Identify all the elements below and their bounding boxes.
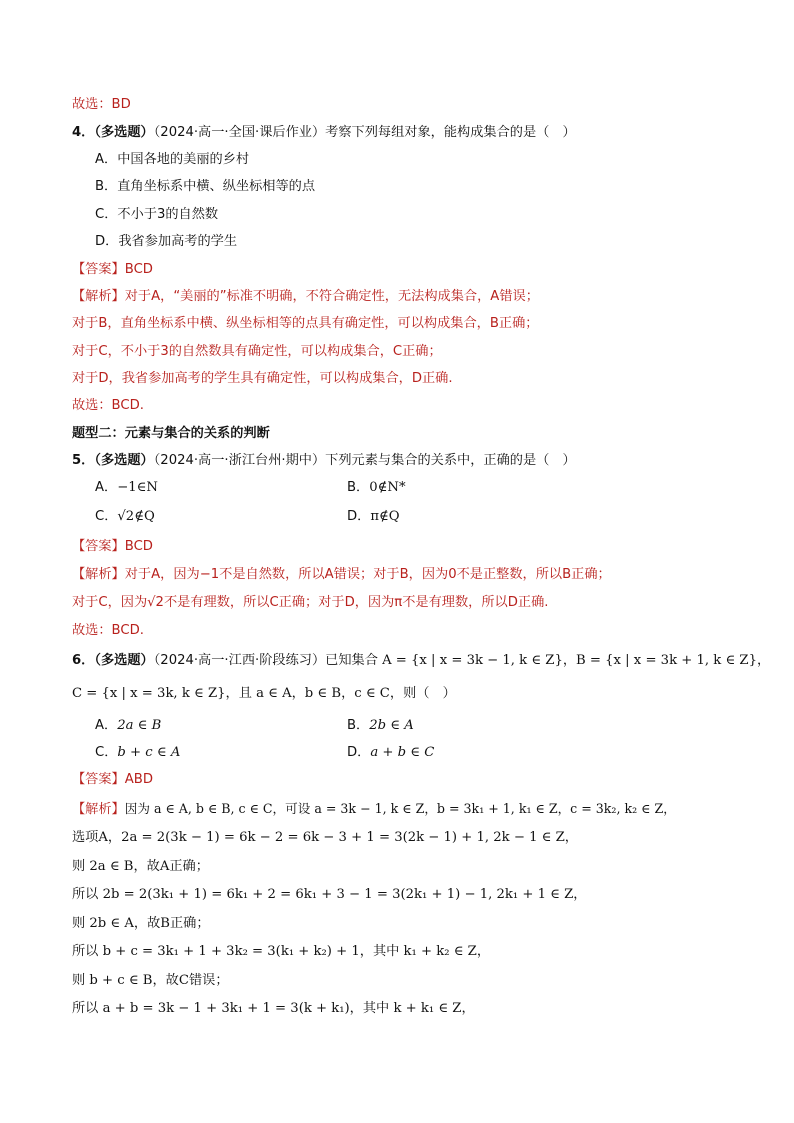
q5-option-a-label: A． — [95, 480, 118, 495]
q4-analysis-line-5: 故选：BCD. — [72, 398, 144, 413]
q6-analysis-line-2: 选项A，2a = 2(3k − 1) = 6k − 2 = 6k − 3 + 1 = 3(2k − 1) + 1, 2k − 1 ∈ Z， — [72, 830, 578, 845]
section-heading: 题型二：元素与集合的关系的判断 — [72, 426, 270, 441]
q5-stem — [72, 451, 576, 471]
q5-analysis-label: 【解析】 — [72, 567, 125, 582]
q4-analysis-line-2: 对于B，直角坐标系中横、纵坐标相等的点具有确定性，可以构成集合，B正确； — [72, 316, 539, 331]
q4-option-c: C．不小于3的自然数 — [95, 207, 219, 222]
q4-option-a: A．中国各地的美丽的乡村 — [95, 152, 250, 167]
q5-tag: （多选题） — [94, 453, 154, 468]
q5-option-b-label: B． — [347, 480, 370, 495]
q4-answer-label: 【答案】 — [72, 262, 125, 277]
q4-option-b: B．直角坐标系中横、纵坐标相等的点 — [95, 179, 316, 194]
q4-answer — [72, 260, 153, 280]
q6-option-c — [95, 743, 180, 763]
q6-option-a-expr: 2a ∈ B — [117, 718, 162, 733]
q6-source: （2024·高一·江西·阶段练习） — [153, 653, 326, 668]
prev-answer-line: 故选：BD — [72, 97, 131, 112]
q6-analysis-line-6: 所以 b + c = 3k₁ + 1 + 3k₂ = 3(k₁ + k₂) + 1，其中 k₁ + k₂ ∈ Z， — [72, 944, 491, 959]
q6-number: 6． — [72, 653, 95, 668]
q4-analysis-line-4: 对于D，我省参加高考的学生具有确定性，可以构成集合，D正确. — [72, 371, 453, 386]
q5-option-c-label: C． — [95, 509, 118, 524]
q6-stem-line-2: C = {x | x = 3k, k ∈ Z}，且 a ∈ A，b ∈ B，c ∈ C，则（ ） — [72, 686, 456, 701]
q5-analysis-text-1: 对于A，因为−1不是自然数，所以A错误；对于B，因为0不是正整数，所以B正确； — [124, 567, 611, 582]
q6-stem-text-1: 已知集合 A = {x | x = 3k − 1, k ∈ Z}，B = {x | x = 3k + 1, k ∈ Z}， — [325, 653, 771, 668]
q5-option-c — [95, 507, 155, 527]
q5-option-d — [347, 507, 400, 527]
q5-analysis-line-3: 故选：BCD. — [72, 623, 144, 638]
q5-source: （2024·高一·浙江台州·期中） — [153, 453, 326, 468]
q6-option-d-expr: a + b ∈ C — [370, 745, 435, 760]
q5-stem-text: 下列元素与集合的关系中，正确的是（ ） — [325, 453, 576, 468]
q4-stem — [72, 123, 576, 143]
q6-option-b-label: B． — [347, 718, 370, 733]
q4-analysis-line-1 — [72, 287, 539, 307]
q6-answer — [72, 770, 153, 790]
q5-answer-label: 【答案】 — [72, 539, 125, 554]
q4-analysis-text-1: 对于A，“美丽的”标准不明确，不符合确定性，无法构成集合，A错误； — [124, 289, 539, 304]
q5-analysis-line-1 — [72, 565, 611, 585]
q6-analysis-line-5: 则 2b ∈ A，故B正确； — [72, 916, 210, 931]
q4-option-d: D．我省参加高考的学生 — [95, 234, 238, 249]
q6-analysis-text-1: 因为 a ∈ A, b ∈ B, c ∈ C，可设 a = 3k − 1, k ∈ Z，b = 3k₁ + 1, k₁ ∈ Z，c = 3k₂, k₂ ∈ Z， — [124, 801, 676, 816]
q6-option-d-label: D． — [347, 745, 371, 760]
q6-analysis-label: 【解析】 — [72, 802, 125, 817]
q5-option-b-expr: 0∉N* — [369, 480, 406, 495]
q5-option-a — [95, 478, 158, 498]
q6-answer-value: ABD — [124, 772, 153, 787]
q6-analysis-line-1 — [72, 799, 676, 820]
q6-option-c-label: C． — [95, 745, 118, 760]
q5-answer — [72, 537, 153, 557]
q6-analysis-line-8: 所以 a + b = 3k − 1 + 3k₁ + 1 = 3(k + k₁)，其中 k + k₁ ∈ Z， — [72, 1001, 475, 1016]
q6-analysis-line-4: 所以 2b = 2(3k₁ + 1) = 6k₁ + 2 = 6k₁ + 3 − 1 = 3(2k₁ + 1) − 1, 2k₁ + 1 ∈ Z， — [72, 887, 587, 902]
q4-source: （2024·高一·全国·课后作业） — [153, 125, 326, 140]
q5-answer-value: BCD — [124, 539, 153, 554]
q6-option-a-label: A． — [95, 718, 118, 733]
q6-option-b — [347, 716, 414, 736]
q4-number: 4． — [72, 125, 95, 140]
q5-number: 5． — [72, 453, 95, 468]
q5-analysis-line-2: 对于C，因为√2不是有理数，所以C正确；对于D，因为π不是有理数，所以D正确. — [72, 595, 549, 610]
q6-option-c-expr: b + c ∈ A — [117, 745, 181, 760]
q5-option-d-expr: π∉Q — [370, 509, 400, 524]
q6-option-a — [95, 716, 161, 736]
q4-analysis-line-3: 对于C，不小于3的自然数具有确定性，可以构成集合，C正确； — [72, 344, 442, 359]
q6-answer-label: 【答案】 — [72, 772, 125, 787]
q4-analysis-label: 【解析】 — [72, 289, 125, 304]
q5-option-a-expr: −1∈N — [117, 480, 158, 495]
q4-answer-value: BCD — [124, 262, 153, 277]
q5-option-c-expr: √2∉Q — [117, 509, 155, 524]
q6-tag: （多选题） — [94, 653, 154, 668]
q6-option-b-expr: 2b ∈ A — [369, 718, 414, 733]
q5-option-d-label: D． — [347, 509, 371, 524]
q5-option-b — [347, 478, 406, 498]
q6-stem-line-1 — [72, 651, 770, 671]
q4-tag: （多选题） — [94, 125, 154, 140]
q6-analysis-line-7: 则 b + c ∈ B，故C错误； — [72, 973, 229, 988]
q6-option-d — [347, 743, 434, 763]
q4-stem-text: 考察下列每组对象，能构成集合的是（ ） — [325, 125, 576, 140]
q6-analysis-line-3: 则 2a ∈ B，故A正确； — [72, 859, 209, 874]
